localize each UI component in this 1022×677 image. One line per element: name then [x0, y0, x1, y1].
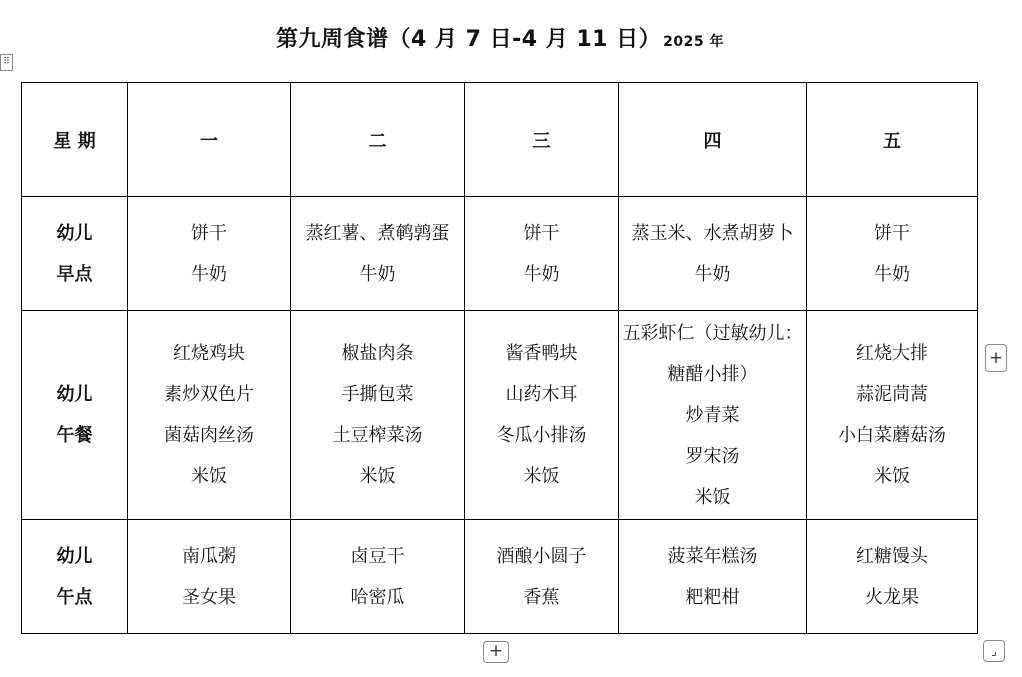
day-header: 二	[368, 130, 387, 152]
menu-cell	[291, 520, 465, 634]
menu-item: 牛奶	[191, 263, 227, 285]
row-label-cell	[22, 520, 128, 634]
menu-cell	[619, 520, 807, 634]
table-row	[22, 311, 978, 520]
menu-item: 糖醋小排）	[667, 363, 758, 385]
table-row	[22, 197, 978, 311]
menu-cell	[619, 197, 807, 311]
row-label: 幼儿	[56, 222, 93, 244]
row-label: 午餐	[56, 425, 93, 446]
weekday-label: 星 期	[53, 130, 96, 152]
menu-item: 香蕉	[523, 586, 560, 608]
menu-item: 饼干	[874, 222, 910, 244]
day-header: 三	[532, 130, 551, 152]
day-header-cell	[807, 83, 978, 197]
day-header: 一	[200, 130, 218, 152]
menu-cell	[465, 520, 619, 634]
menu-item: 哈密瓜	[350, 586, 405, 608]
menu-item: 素炒双色片	[164, 384, 254, 405]
menu-item: 蒜泥茼蒿	[856, 384, 928, 405]
menu-item: 牛奶	[359, 263, 396, 285]
row-label: 幼儿	[56, 545, 93, 567]
menu-cell	[465, 197, 619, 311]
menu-item: 山药木耳	[505, 384, 578, 405]
title-year: 2025 年	[663, 34, 724, 50]
menu-item: 粑粑柑	[685, 586, 740, 608]
row-label-cell	[22, 197, 128, 311]
menu-item: 米饭	[874, 466, 910, 487]
menu-item: 酱香鸭块	[505, 343, 578, 364]
menu-item: 牛奶	[694, 263, 731, 285]
menu-item: 牛奶	[874, 263, 910, 285]
menu-item: 米饭	[523, 466, 560, 487]
menu-item: 红烧大排	[856, 343, 928, 364]
menu-cell	[128, 520, 291, 634]
menu-cell	[465, 311, 619, 520]
menu-item: 土豆榨菜汤	[332, 425, 423, 446]
header-row	[22, 83, 978, 197]
menu-item: 圣女果	[182, 586, 236, 608]
table-move-icon[interactable]: ⠿	[0, 54, 13, 71]
menu-cell	[619, 311, 807, 520]
row-label: 午点	[56, 586, 93, 608]
menu-cell	[128, 311, 291, 520]
weekly-menu-table	[21, 82, 978, 634]
title-main: 第九周食谱（4 月 7 日-4 月 11 日）	[276, 27, 662, 52]
menu-item: 冬瓜小排汤	[496, 425, 587, 446]
menu-item: 罗宋汤	[685, 445, 740, 467]
row-label: 早点	[56, 263, 93, 285]
day-header-cell	[465, 83, 619, 197]
day-header-cell	[128, 83, 291, 197]
menu-item: 炒青菜	[685, 404, 740, 426]
menu-item: 饼干	[523, 222, 560, 244]
page-title	[0, 22, 1000, 53]
menu-item: 五彩虾仁（过敏幼儿：	[622, 322, 803, 344]
menu-cell	[807, 311, 978, 520]
menu-item: 米饭	[359, 466, 396, 487]
menu-item: 手撕包菜	[341, 384, 414, 405]
menu-item: 小白菜蘑菇汤	[838, 425, 946, 446]
weekday-label-cell	[22, 83, 128, 197]
menu-item: 红糖馒头	[856, 545, 928, 567]
day-header-cell	[291, 83, 465, 197]
menu-cell	[128, 197, 291, 311]
menu-item: 饼干	[191, 222, 227, 244]
row-label-cell	[22, 311, 128, 520]
menu-item: 椒盐肉条	[341, 343, 414, 364]
menu-cell	[807, 197, 978, 311]
menu-item: 酒酿小圆子	[496, 545, 587, 567]
menu-item: 蒸玉米、水煮胡萝卜	[631, 222, 794, 244]
menu-item: 火龙果	[865, 586, 919, 608]
menu-item: 红烧鸡块	[173, 343, 245, 364]
day-header: 四	[703, 130, 722, 152]
menu-item: 菌菇肉丝汤	[164, 425, 254, 446]
resize-table-icon[interactable]: ⌟	[983, 640, 1005, 662]
menu-item: 米饭	[191, 466, 227, 487]
menu-item: 卤豆干	[350, 545, 405, 567]
add-column-button[interactable]: +	[985, 344, 1007, 372]
table-row	[22, 520, 978, 634]
menu-item: 牛奶	[523, 263, 560, 285]
menu-item: 米饭	[694, 486, 731, 508]
add-row-button[interactable]: +	[483, 641, 509, 663]
menu-item: 南瓜粥	[182, 545, 236, 567]
menu-item: 蒸红薯、煮鹌鹑蛋	[305, 222, 450, 244]
menu-item: 菠菜年糕汤	[667, 545, 758, 567]
day-header-cell	[619, 83, 807, 197]
menu-cell	[291, 197, 465, 311]
menu-cell	[291, 311, 465, 520]
row-label: 幼儿	[56, 384, 93, 405]
menu-cell	[807, 520, 978, 634]
day-header: 五	[883, 130, 901, 152]
